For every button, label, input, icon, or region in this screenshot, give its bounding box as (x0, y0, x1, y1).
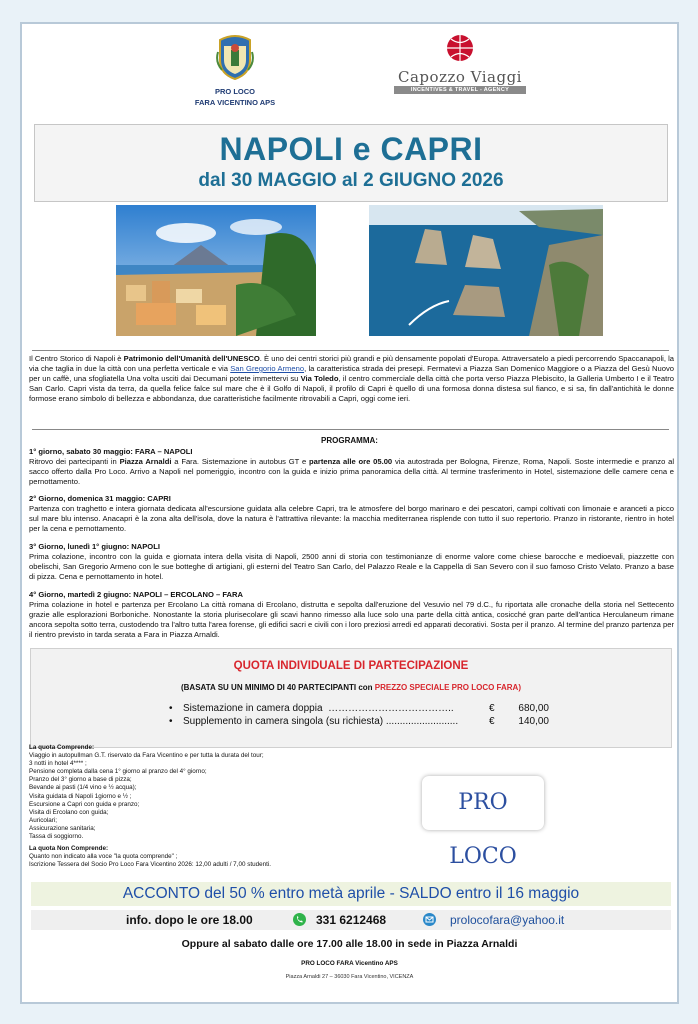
day-1-text-a: Ritrovo dei partecipanti in (29, 457, 120, 466)
intro-text-3: , la caratteristica strada dei presepi. Fermatevi a Piazza San Domenico Maggiore o a Piazza del Gesù Nuovo per un caffè, una sfogliatella Una volta usciti dai Decumani potete immettervi su (29, 364, 674, 383)
title-box (34, 124, 668, 202)
intro-text-4: , il centro commerciale della città che porta verso Piazza Plebiscito, la Galleria Umberto I e il Teatro San Carlo. Capri vista da terra, da quella felice falce sul mare che è il Golfo di Napoli, il profilo di Capri è quello di una formosa donna distesa sul fianco, e si sa, fin dall'antichità le donne formose erano simbolo di bellezza e abbondanza, due caratteristiche facilmente ritrovabili a Capri, oggi come ieri. (29, 374, 674, 403)
flyer-page (20, 22, 679, 1004)
intro-bold-toledo: Via Toledo (300, 374, 339, 383)
capri-photo (369, 205, 603, 336)
day-4-text: Prima colazione in hotel e partenza per Ercolano La città romana di Ercolano, distrutta e sepolta dall'eruzione del Vesuvio nel 79 d.C., fu riportata alle cronache della storia nel Settecento grazie alle esplorazioni Borboniche. Nonostante la storia plurisecolare gli scavi hanno rimesso alla luce solo una parte della città antica, cosicché gran parte dell'antica Herculaneum rimane ancora sepolta sotto terra, custodendo tra l'altro tutta l'area forense, gli edifici sacri e civili con i loro preziosi arredi ed apparati decorativi. Sosta per il pranzo. Al termine del pranzo partenza per il rientro previsto in tarda serata a Fara in Piazza Arnaldi. (29, 600, 674, 639)
quota-title: QUOTA INDIVIDUALE DI PARTECIPAZIONE (233, 660, 469, 672)
proloco-town: FARA VICENTINO APS (194, 98, 276, 107)
acconto-text: ACCONTO del 50 % entro metà aprile - SALDO entro il 16 maggio (122, 885, 580, 902)
list-item: Escursione a Capri con guida e pranzo; (29, 800, 140, 808)
agency-name: Capozzo Viaggi (398, 68, 522, 86)
list-item: Tassa di soggiorno. (29, 833, 84, 841)
day-1-text-b: a Fara. Sistemazione in autobus GT e (171, 457, 310, 466)
quota-subtitle (31, 683, 671, 692)
san-gregorio-link[interactable]: San Gregorio Armeno (230, 364, 305, 373)
day-1-bold-b: partenza alle ore 05.00 (309, 457, 393, 466)
bullet: • (169, 716, 173, 727)
capozzo-viaggi-logo (394, 34, 526, 94)
list-item: Visita guidata di Napoli 1giorno e ½ ; (29, 792, 132, 800)
list-item: Pranzo del 3° giorno a base di pizza; (29, 776, 132, 784)
day-1-text-c: via autostrada per Bologna, Firenze, Roma, Napoli. Soste intermedie e pranzo al sacco offerto dalla Pro Loco. Arrivo a Napoli nel pomeriggio, incontro con la guida e inizio prima panoramica della città. Al termine trasferimento in Hotel, sistemazione delle camere cena e pernottamento. (29, 457, 675, 486)
day-4 (29, 590, 674, 640)
proloco-badge-text: PRO LOCO (449, 790, 517, 869)
price-currency: € (489, 716, 495, 727)
intro-bold-unesco: Patrimonio dell'Umanità dell'UNESCO (123, 354, 260, 363)
comprende-heading: La quota Comprende: (29, 744, 95, 751)
coat-of-arms-icon (216, 32, 254, 80)
footer-address: Piazza Arnaldi 27 – 36030 Fara Vicentino, VICENZA (285, 974, 414, 980)
price-label: Sistemazione in camera doppia ……………………………….. (183, 703, 454, 714)
proloco-name: PRO LOCO (214, 87, 255, 96)
info-bar (31, 910, 671, 930)
email-icon (423, 913, 436, 926)
day-3-heading: 3° Giorno, lunedì 1° giugno: NAPOLI (29, 542, 160, 551)
quota-box (30, 648, 672, 748)
list-item: Iscrizione Tessera del Socio Pro Loco Fara Vicentino 2026: 12,00 adulti / 7,00 studenti. (29, 861, 271, 869)
price-amount: 680,00 (518, 703, 549, 714)
globe-icon (446, 34, 474, 62)
day-1-text (29, 457, 674, 487)
list-item: Bevande ai pasti (1/4 vino e ½ acqua); (29, 784, 137, 792)
intro-text-2: . È uno dei centri storici più grandi e più densamente popolati d'Europa. Attraversatelo a piedi percorrendo Spaccanapoli, la via che taglia in due la città con una perfetta verticale e via (29, 354, 674, 373)
intro-paragraph (29, 354, 674, 404)
page-title: NAPOLI e CAPRI (219, 131, 483, 167)
info-label: info. dopo le ore 18.00 (126, 913, 253, 927)
saturday-hours: Oppure al sabato dalle ore 17.00 alle 18.00 in sede in Piazza Arnaldi (181, 938, 518, 950)
list-item: 3 notti in hotel 4**** ; (29, 760, 87, 768)
divider (32, 429, 669, 430)
list-item: Visita di Ercolano con guida; (29, 808, 109, 816)
day-1-bold-a: Piazza Arnaldi (119, 457, 172, 466)
day-4-heading: 4° Giorno, martedì 2 giugno: NAPOLI – ERCOLANO – FARA (29, 590, 243, 599)
programma-heading: PROGRAMMA: (321, 436, 378, 445)
divider (32, 350, 669, 351)
proloco-fara-logo (190, 32, 280, 107)
price-amount: 140,00 (518, 716, 549, 727)
day-1 (29, 447, 674, 487)
day-2-text: Partenza con traghetto e intera giornata dedicata all'escursione guidata alla celebre Capri, tra le atmosfere del borgo marinaro e dei pescatori, campi coltivati con limonaie e aranceti a picco sul mare blu intenso. Anacapri è la zona alta dell'isola, dove la natura è l'attrattiva rilevante: la macchia mediterranea risplende con tutto il suo repertorio. Pranzo in ristorante, rientro in hotel per la cena e pernottamento. (29, 504, 674, 533)
email-link[interactable]: prolocofara@yahoo.it (450, 913, 565, 927)
whatsapp-icon (293, 913, 306, 926)
naples-photo (116, 205, 316, 336)
comprende-list (29, 744, 429, 869)
list-item: Quanto non indicato alla voce "la quota comprende" ; (29, 853, 178, 861)
header (22, 24, 677, 126)
list-item: Pensione completa dalla cena 1° giorno al pranzo del 4° giorno; (29, 768, 207, 776)
proloco-badge-logo (422, 776, 544, 869)
day-2 (29, 494, 674, 534)
page-subtitle: dal 30 MAGGIO al 2 GIUGNO 2026 (198, 170, 504, 191)
bullet: • (169, 703, 173, 714)
list-item: Assicurazione sanitaria; (29, 824, 96, 832)
footer-org: PRO LOCO FARA Vicentino APS (301, 960, 398, 967)
agency-tagline: INCENTIVES & TRAVEL - AGENCY (394, 86, 526, 94)
intro-text-1: Il Centro Storico di Napoli è (29, 354, 124, 363)
list-item: Auricolari; (29, 816, 57, 824)
phone-link[interactable]: 331 6212468 (316, 913, 387, 927)
quota-sub-text: (BASATA SU UN MINIMO DI 40 PARTECIPANTI con (180, 683, 375, 692)
quota-sub-red: PREZZO SPECIALE PRO LOCO FARA) (374, 683, 521, 692)
price-currency: € (489, 703, 495, 714)
price-label: Supplemento in camera singola (su richiesta) .......................... (183, 716, 459, 727)
day-2-heading: 2° Giorno, domenica 31 maggio: CAPRI (29, 494, 171, 503)
acconto-banner (31, 882, 671, 906)
non-comprende-heading: La quota Non Comprende: (29, 845, 109, 853)
day-3-text: Prima colazione, incontro con la guida e giornata intera della visita di Napoli, 2500 anni di storia con testimonianze di enorme valore come chiese barocche e medioevali, piazzette con obelischi, San Gregorio Armeno con le sue botteghe di artigiani, gli esterni del Teatro San Carlo, del Palazzo Reale e la Cappella di San Severo con il suo famoso Cristo Velato. Pranzo a base di pizza. Cena e pernottamento in hotel. (29, 552, 674, 581)
day-3 (29, 542, 674, 582)
day-1-heading: 1° giorno, sabato 30 maggio: FARA – NAPOLI (29, 447, 193, 456)
list-item: Viaggio in autopullman G.T. riservato da Fara Vicentino e per tutta la durata del tour; (29, 752, 264, 760)
